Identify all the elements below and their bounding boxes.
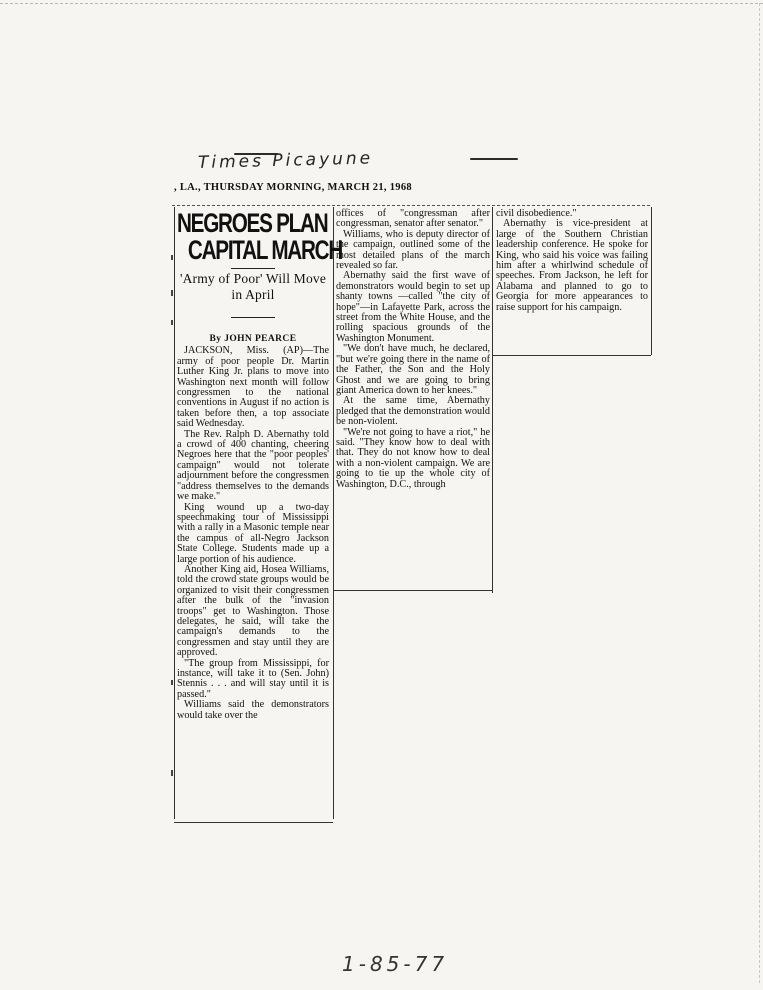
paragraph: Another King aid, Hosea Williams, told the crowd state groups would be organized to visit their congressmen after the bulk of the "invasion troops" get to Washington. Those delegates, he said, will take the campaign's demands to the congressmen and stay until they are approved. [177,563,329,659]
margin-mark [171,290,173,296]
paragraph: "We don't have much, he declared, "but we're going there in the name of the Father, the Son and the Holy Ghost and we are going to bring giant America down to her knees." [336,343,490,396]
dateline: , LA., THURSDAY MORNING, MARCH 21, 1968 [174,182,412,193]
paragraph: At the same time, Abernathy pledged that the demonstration would be non-violent. [336,395,490,428]
article-column-1 [174,208,343,721]
page-top-edge [0,3,763,4]
article-column-3 [493,209,651,313]
margin-mark [171,320,173,325]
page-right-edge [759,3,760,983]
handwritten-file-number: 1-85-77 [342,952,449,976]
margin-mark [171,255,173,260]
subhead-rule [231,317,275,318]
paragraph: JACKSON, Miss. (AP)—The army of poor people Dr. Martin Luther King Jr. plans to move into Washington next month will follow congressmen to the national conventions in August if no action is taken before then, a top associate said Wednesday. [177,345,329,430]
margin-mark [171,770,173,776]
paragraph: civil disobedience." [496,208,577,219]
headline [177,208,343,265]
clipping-top-edge [172,205,650,206]
handwritten-source: Times Picayune [197,148,374,173]
subhead: 'Army of Poor' Will Move in April [179,271,327,302]
column-end-rule [174,822,333,823]
paragraph: King wound up a two-day speechmaking tour of Mississippi with a rally in a Masonic temple near the campus of all-Negro Jackson State College. Students made up a large portion of his audience. [177,501,329,565]
margin-mark [171,680,173,685]
column-rule [651,207,652,355]
paragraph: "We're not going to have a riot," he said. "They know how to deal with that. They do not know how to deal with a non-violent campaign. We are going to tie up the whole city of Washington, D.C., through [336,426,490,490]
byline: By JOHN PEARCE [209,334,297,344]
paragraph: Williams, who is deputy director of the campaign, outlined some of the most detailed plans of the march revealed so far. [336,228,490,272]
article-column-2 [333,209,493,490]
paragraph: "The group from Mississippi, for instance, will take it to (Sen. John) Stennis . . . and will stay until it is passed." [177,657,329,700]
column-end-rule [493,355,651,356]
paragraph: offices of "congressman after congressman, senator after senator." [336,208,490,230]
paragraph: The Rev. Ralph D. Abernathy told a crowd of 400 chanting, cheering Negroes here that the "poor peoples' campaign" would not tolerate adjournment before the congressmen "address themselves to the demands we make." [177,428,329,503]
headline-line-1: NEGROES PLAN [177,208,328,238]
headline-line-2: CAPITAL MARCH [187,235,343,265]
paragraph: Abernathy is vice-president at large of the Southern Christian leadership conference. He spoke for King, who said his voice was failing him after a whirlwind schedule of speeches. From Jackson, he left for Alabama and planned to go to Georgia for more appearances to raise support for his campaign. [496,218,648,313]
column-end-rule [334,590,492,591]
headline-rule [231,268,275,269]
paragraph: Abernathy said the first wave of demonstrators would begin to set up shanty towns —called "the city of hope"—in Lafayette Park, across the street from the White House, and the rolling spacious grounds of the Washington Monument. [336,270,490,344]
pen-stroke [470,158,518,160]
paragraph: Williams said the demonstrators would take over the [177,699,329,721]
